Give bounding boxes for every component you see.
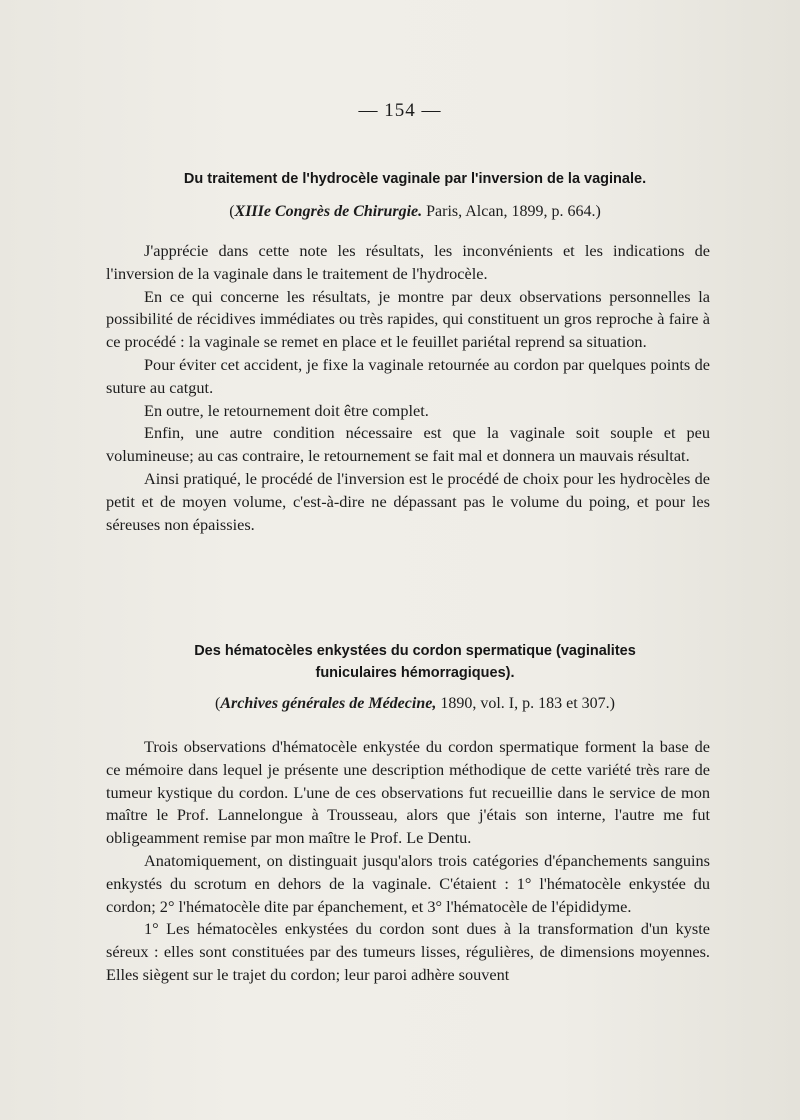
- page-number: — 154 —: [358, 100, 442, 121]
- article-2-citation: [100, 693, 730, 715]
- citation-details: 1890, vol. I, p. 183 et 307.): [436, 695, 615, 712]
- paragraph: 1° Les hématocèles enkystées du cordon sont dues à la transformation d'un kyste séreux : elles sont constituées par des tumeurs lisses, régulières, de dimensions moyennes. Elles siègent sur le trajet du cordon; leur paroi adhère souvent: [106, 919, 710, 984]
- citation-open: (: [229, 203, 235, 220]
- paragraph: En outre, le retournement doit être complet.: [144, 400, 429, 420]
- citation-open: (: [215, 695, 221, 712]
- paragraph: Ainsi pratiqué, le procédé de l'inversion est le procédé de choix pour les hydrocèles de petit et de moyen volume, c'est-à-dire ne dépassant pas le volume du poing, et pour les séreuses non épaissies.: [106, 468, 710, 534]
- paragraph: J'apprécie dans cette note les résultats, les inconvénients et les indications de l'inversion de la vaginale dans le traitement de l'hydrocèle.: [106, 241, 710, 283]
- citation-details: Paris, Alcan, 1899, p. 664.): [422, 203, 601, 220]
- paragraph: Trois observations d'hématocèle enkystée du cordon spermatique forment la base de ce mémoire dans lequel je présente une description méthodique de cette variété très rare de tumeur kystique du cordon. L'une de ces observations fut recueillie dans le service de mon maître le Prof. Lannelongue à Trousseau, alors que j'étais son interne, l'autre me fut obligeamment remise par mon maître le Prof. Le Dentu.: [106, 737, 710, 848]
- article-2-title: [140, 640, 690, 684]
- citation-venue: XIIIe Congrès de Chirurgie.: [234, 203, 423, 220]
- paragraph: Enfin, une autre condition nécessaire est que la vaginale soit souple et peu volumineuse; au cas contraire, le retournement se fait mal et donnera un mauvais résultat.: [106, 423, 710, 466]
- article-2-body: [106, 736, 710, 987]
- paragraph: En ce qui concerne les résultats, je montre par deux observations personnelles la possibilité de récidives immédiates ou très rapides, qui constituent un gros reproche à faire à ce procédé : la vaginale se remet en place et le feuillet pariétal reprend sa situation.: [106, 286, 710, 352]
- paragraph: Pour éviter cet accident, je fixe la vaginale retournée au cordon par quelques points de suture au catgut.: [106, 354, 710, 397]
- article-2-title-line-1: Des hématocèles enkystées du cordon spermatique (vaginalites: [194, 643, 636, 659]
- article-1-citation: [100, 201, 730, 223]
- article-1-body: [106, 240, 710, 536]
- citation-venue: Archives générales de Médecine,: [220, 695, 437, 712]
- paragraph: Anatomiquement, on distinguait jusqu'alors trois catégories d'épanchements sanguins enkystés du scrotum en dehors de la vaginale. C'étaient : 1° l'hématocèle enkystée du cordon; 2° l'hématocèle dite par épanchement, et 3° l'hématocèle de l'épididyme.: [106, 850, 710, 916]
- article-2-title-line-2: funiculaires hémorragiques).: [315, 665, 515, 681]
- article-1-title: Du traitement de l'hydrocèle vaginale par l'inversion de la vaginale.: [183, 171, 647, 187]
